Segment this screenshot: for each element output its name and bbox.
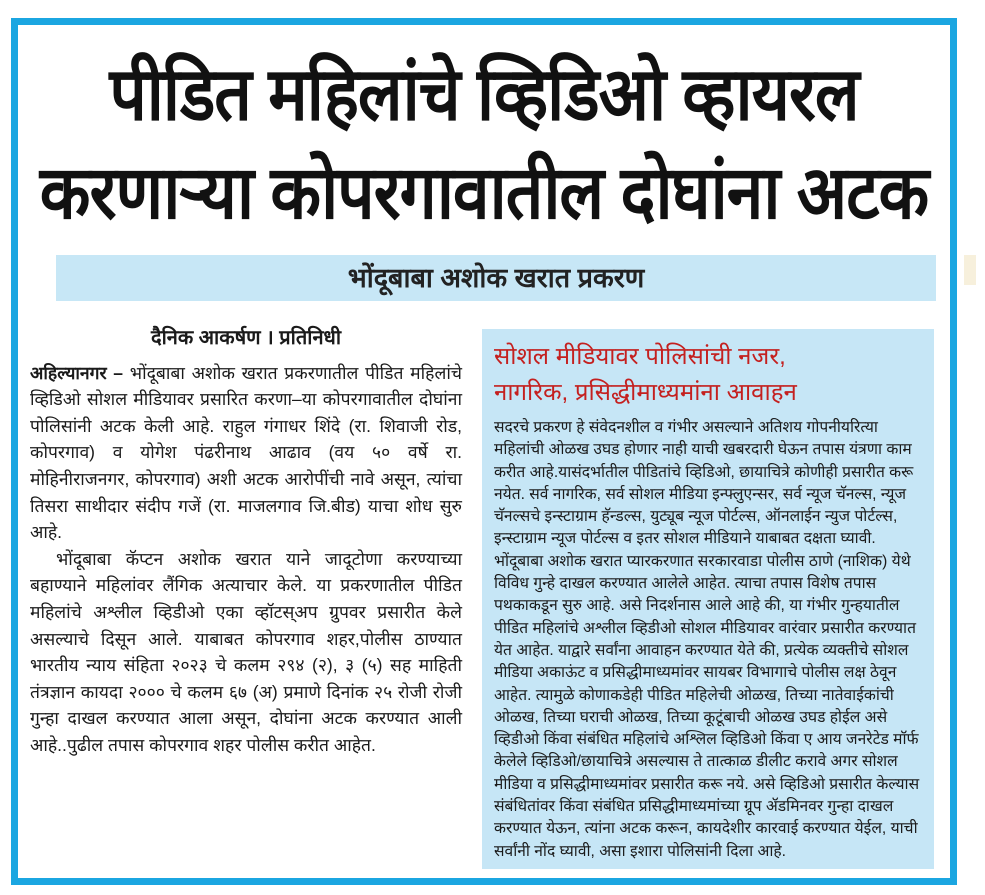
article-paragraph-1 (30, 360, 462, 546)
news-clipping-frame (11, 18, 957, 885)
article-column (30, 325, 462, 759)
sidebar-body: सदरचे प्रकरण हे संवेदनशील व गंभीर असल्याने अतिशय गोपनीयरित्या महिलांची ओळख उघड होणार नाही याची खबरदारी घेऊन तपास यंत्रणा काम करीत आहे.यासंदर्भातील पीडितांचे व्हिडिओ, छायाचित्रे कोणीही प्रसारीत करू नयेत. सर्व नागरिक, सर्व सोशल मीडिया इन्फ्लुएन्सर, सर्व न्यूज चॅनल्स, न्यूज चॅनल्सचे इन्स्टाग्राम हॅन्डल्स, युट्यूब न्यूज पोर्टल्स, ऑनलाईन न्युज पोर्टल्स, इन्स्टाग्राम न्यूज पोर्टल्स व इतर सोशल मीडियाने याबाबत दक्षता घ्यावी. भोंदूबाबा अशोक खरात प्यारकरणात सरकारवाडा पोलीस ठाणे (नाशिक) येथे विविध गुन्हे दाखल करण्यात आलेले आहेत. त्याचा तपास विशेष तपास पथकाकडून सुरु आहे. असे निदर्शनास आले आहे की, या गंभीर गुन्हयातील पीडित महिलांचे अश्लील व्हिडीओ सोशल मीडियावर वारंवार प्रसारीत करण्यात येत आहेत. याद्वारे सर्वांना आवाहन करण्यात येते की, प्रत्येक व्यक्तीचे सोशल मीडिया अकाऊंट व प्रसिद्धीमाध्यमांवर सायबर विभागाचे पोलीस लक्ष ठेवून आहेत. त्यामुळे कोणाकडेही पीडित महिलेची ओळख, तिच्या नातेवाईकांची ओळख, तिच्या घराची ओळख, तिच्या कूटूंबाची ओळख उघड होईल असे व्हिडीओ किंवा संबंधित महिलांचे अश्लिल व्हिडिओ किंवा ए आय जनरेटेड मॉर्फ केलेले व्हिडिओ/छायाचित्रे असल्यास ते तात्काळ डीलीट करावे अगर सोशल मीडिया व प्रसिद्धीमाध्यमांवर प्रसारीत करू नये. असे व्हिडिओ प्रसारीत केल्यास संबंधितांवर किंवा संबंधित प्रसिद्धीमाध्यमांच्या ग्रूप ॲडमिनवर गुन्हा दाखल करण्यात येऊन, त्यांना अटक करून, कायदेशीर कारवाई करण्यात येईल, याची सर्वांनी नोंद घ्यावी, असा इशारा पोलिसांनी दिला आहे. (494, 419, 920, 860)
adjacent-page-marker (964, 255, 976, 285)
dateline: अहिल्यानगर – (30, 362, 124, 383)
subheadline: भोंदूबाबा अशोक खरात प्रकरण (56, 255, 936, 301)
headline (18, 44, 950, 241)
article-paragraph-2: भोंदूबाबा कॅप्टन अशोक खरात याने जादूटोणा करण्याच्या बहाण्याने महिलांवर लैंगिक अत्याचार केले. या प्रकरणातील पीडित महिलांचे अश्लील व्हिडीओ एका व्हॉटस्‌अप ग्रुपवर प्रसारीत केले असल्याचे दिसून आले. याबाबत कोपरगाव शहर,पोलीस ठाण्यात भारतीय न्याय संहिता २०२३ चे कलम २९४ (२), ३ (५) सह माहिती तंत्रज्ञान कायदा २००० चे कलम ६७ (अ) प्रमाणे दिनांक २५ रोजी रोजी गुन्हा दाखल करण्यात आला असून, दोघांना अटक करण्यात आली आहे..पुढील तपास कोपरगाव शहर पोलीस करीत आहेत. (30, 548, 462, 755)
sidebar-title-line-2: नागरिक, प्रसिद्धीमाध्यमांना आवाहन (494, 379, 797, 406)
byline: दैनिक आकर्षण । प्रतिनिधी (150, 327, 342, 349)
sidebar-title-line-1: सोशल मीडियावर पोलिसांची नजर, (494, 343, 786, 370)
sidebar-box (482, 329, 934, 869)
sidebar-title (494, 339, 922, 411)
paragraph-1-text: भोंदूबाबा अशोक खरात प्रकरणातील पीडित महिलांचे व्हिडिओ सोशल मीडियावर प्रसारित करणा–या कोपरगावातील दोघांना पोलिसांनी अटक केली आहे. राहुल गंगाधर शिंदे (रा. शिवाजी रोड, कोपरगाव) व योगेश पंढरीनाथ आढाव (वय ५० वर्षे रा. मोहिनीराजनगर, कोपरगाव) अशी अटक आरोपींची नावे असून, त्यांचा तिसरा साथीदार संदीप गजें (रा. माजलगाव जि.बीड) याचा शोध सुरु आहे. (30, 362, 462, 543)
headline-line-2: करणाऱ्या कोपरगावातील दोघांना अटक (39, 150, 929, 234)
adjacent-page-edge (962, 0, 985, 895)
headline-line-1: पीडित महिलांचे व्हिडिओ व्हायरल (109, 52, 859, 136)
